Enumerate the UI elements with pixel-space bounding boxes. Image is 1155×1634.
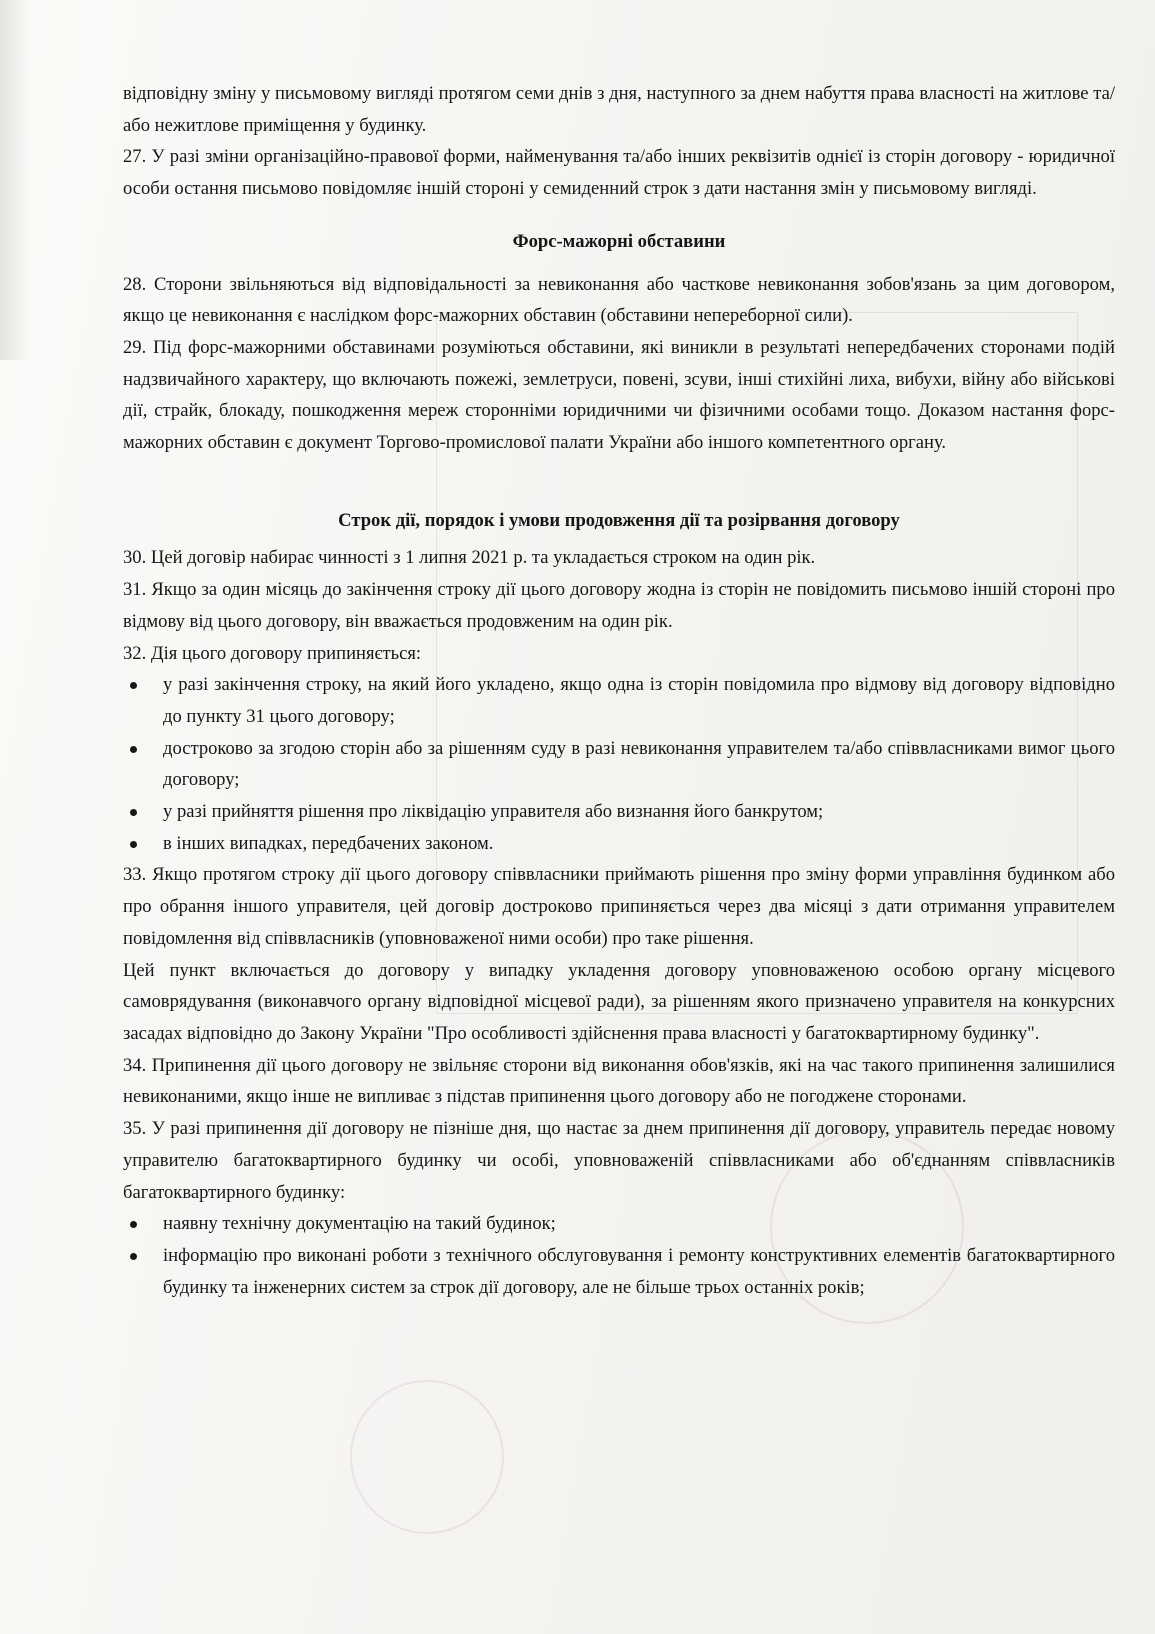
list-35-handover-items bbox=[123, 1208, 1115, 1303]
list-item: у разі закінчення строку, на який його укладено, якщо одна із сторін повідомила про відмову від договору відповідно до пункту 31 цього договору; bbox=[123, 669, 1115, 732]
paragraph-26-continuation: відповідну зміну у письмовому вигляді протягом семи днів з дня, наступного за днем набуття права власності на житлове та/або нежитлове приміщення у будинку. bbox=[123, 83, 1115, 136]
section-heading-force-majeure: Форс-мажорні обставини bbox=[512, 230, 726, 252]
list-item: у разі прийняття рішення про ліквідацію управителя або визнання його банкрутом; bbox=[123, 796, 1115, 828]
list-32-termination-grounds bbox=[123, 669, 1115, 859]
list-item: в інших випадках, передбачених законом. bbox=[123, 828, 1115, 860]
paragraph-30: 30. Цей договір набирає чинності з 1 липня 2021 р. та укладається строком на один рік. bbox=[123, 547, 816, 569]
paragraph-29: 29. Під форс-мажорними обставинами розуміються обставини, які виникли в результаті непередбачених сторонами подій надзвичайного характеру, що включають пожежі, землетруси, повені, зсуви, інші стихійні лиха, вибухи, війну або військові дії, страйк, блокаду, пошкодження мереж сторонніми юридичними чи фізичними особами тощо. Доказом настання форс-мажорних обставин є документ Торгово-промислової палати України або іншого компетентного органу. bbox=[123, 336, 1115, 454]
paragraph-35: 35. У разі припинення дії договору не пізніше дня, що настає за днем припинення дії договору, управитель передає новому управителю багатоквартирного будинку чи особі, уповноваженій співвласниками або об'єднанням співвласників багатоквартирного будинку: bbox=[123, 1118, 1115, 1203]
list-item: достроково за згодою сторін або за рішенням суду в разі невиконання управителем та/або співвласниками вимог цього договору; bbox=[123, 733, 1115, 796]
paragraph-27: 27. У разі зміни організаційно-правової форми, найменування та/або інших реквізитів однієї із сторін договору - юридичної особи остання письмово повідомляє іншій стороні у семиденний строк з дати настання змін у письмовому вигляді. bbox=[123, 146, 1115, 200]
paragraph-28: 28. Сторони звільняються від відповідальності за невиконання або часткове невиконання зобов'язань за цим договором, якщо це невиконання є наслідком форс-мажорних обставин (обставини непереборної сили). bbox=[123, 273, 1115, 327]
paragraph-33-note: Цей пункт включається до договору у випадку укладення договору уповноваженою особою органу місцевого самоврядування (виконавчого органу відповідної місцевої ради), за рішенням якого призначено управителя на конкурсних засадах відповідно до Закону України "Про особливості здійснення права власності у багатоквартирному будинку". bbox=[123, 959, 1115, 1044]
paragraph-34: 34. Припинення дії цього договору не звільняє сторони від виконання обов'язків, які на час такого припинення залишилися невиконаними, якщо інше не випливає з підстав припинення цього договору або не погоджене сторонами. bbox=[123, 1054, 1115, 1108]
bleedthrough-seal-2 bbox=[350, 1380, 504, 1534]
paragraph-31: 31. Якщо за один місяць до закінчення строку дії цього договору жодна із сторін не повідомить письмово іншій стороні про відмову від цього договору, він вважається продовженим на один рік. bbox=[123, 579, 1115, 632]
paragraph-32: 32. Дія цього договору припиняється: bbox=[123, 642, 422, 664]
document-body bbox=[123, 78, 1115, 1303]
list-item: інформацію про виконані роботи з технічного обслуговування і ремонту конструктивних елементів багатоквартирного будинку та інженерних систем за строк дії договору, але не більше трьох останніх років; bbox=[123, 1240, 1115, 1303]
list-item: наявну технічну документацію на такий будинок; bbox=[123, 1208, 1115, 1240]
section-heading-term: Строк дії, порядок і умови продовження дії та розірвання договору bbox=[338, 509, 900, 531]
page-fold-shadow bbox=[0, 0, 30, 360]
paragraph-33: 33. Якщо протягом строку дії цього договору співвласники приймають рішення про зміну форми управління будинком або про обрання іншого управителя, цей договір достроково припиняється через два місяці з дати отримання управителем повідомлення від співвласників (уповноваженої ними особи) про таке рішення. bbox=[123, 864, 1115, 949]
